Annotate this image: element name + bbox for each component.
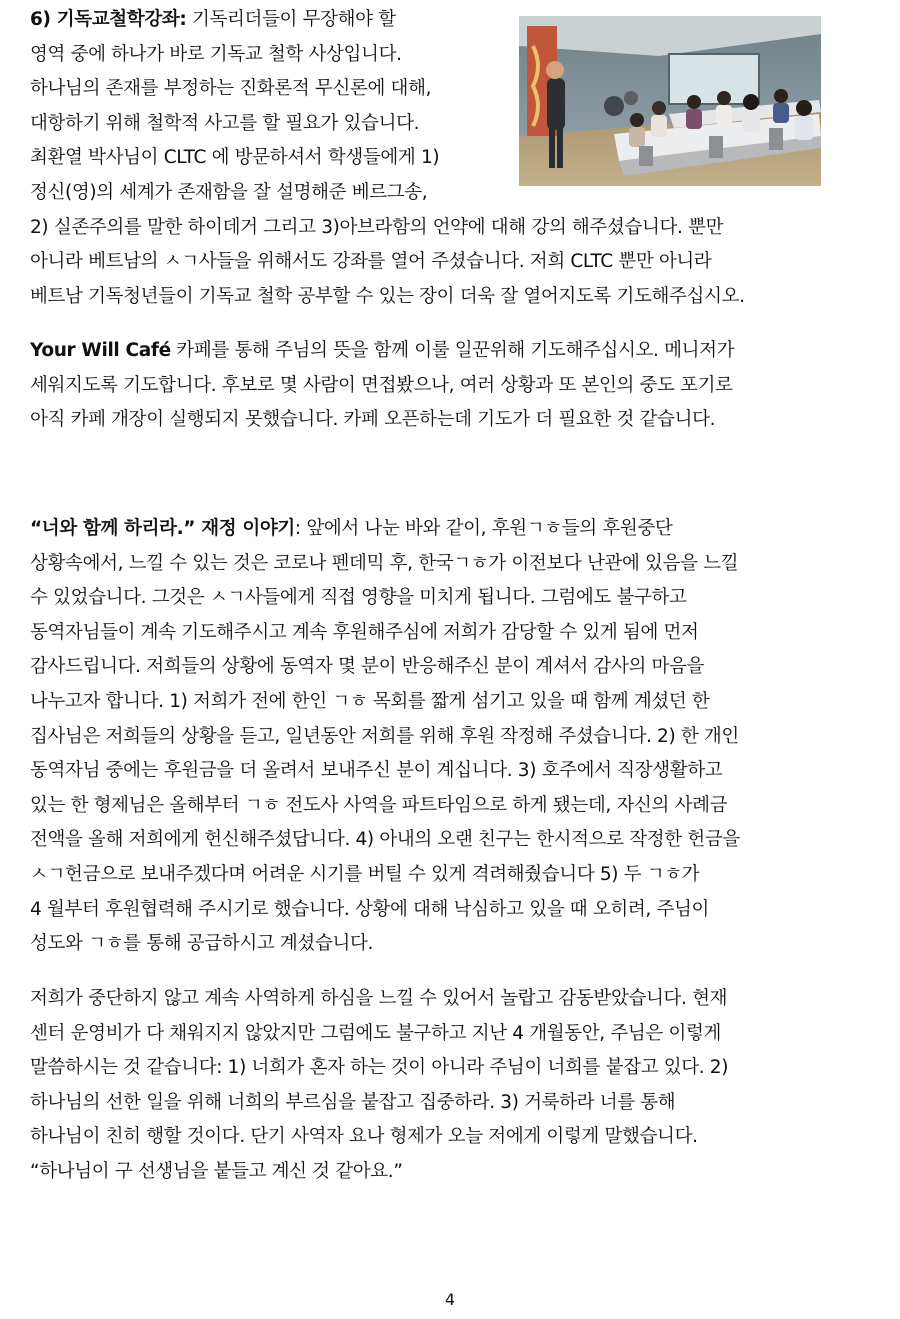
text-line: 감사드립니다. 저희들의 상황에 동역자 몇 분이 반응해주신 분이 계셔서 감사의 마음을 <box>30 656 705 678</box>
section-cafe <box>30 334 865 438</box>
section-philosophy-lecture <box>30 3 865 314</box>
section-finance-story <box>30 512 865 962</box>
text-line: 최환열 박사님이 CLTC 에 방문하셔서 학생들에게 1) <box>30 147 440 169</box>
text-line: 베트남 기독청년들이 기독교 철학 공부할 수 있는 장이 더욱 잘 열어지도록 기도해주십시오. <box>30 285 745 307</box>
text-line: 상황속에서, 느낄 수 있는 것은 코로나 펜데믹 후, 한국ㄱㅎ가 이전보다 난관에 있음을 느낄 <box>30 552 739 574</box>
text-line: 말씀하시는 것 같습니다: 1) 너희가 혼자 하는 것이 아니라 주님이 너희를 붙잡고 있다. 2) <box>30 1057 729 1079</box>
text-line: 대항하기 위해 철학적 사고를 할 필요가 있습니다. <box>30 112 420 134</box>
text-line: 기독리더들이 무장해야 할 <box>186 9 396 30</box>
text-line: 하나님의 존재를 부정하는 진화론적 무신론에 대해, <box>30 78 432 100</box>
section-closing <box>30 982 865 1190</box>
text-line: 4 월부터 후원협력해 주시기로 했습니다. 상황에 대해 낙심하고 있을 때 오히려, 주님이 <box>30 898 710 920</box>
text-line: 수 있었습니다. 그것은 ㅅㄱ사들에게 직접 영향을 미치게 됩니다. 그럼에도 불구하고 <box>30 587 687 609</box>
text-line: 하나님의 선한 일을 위해 너희의 부르심을 붙잡고 집중하라. 3) 거룩하라 너를 통해 <box>30 1091 676 1113</box>
text-line: 나누고자 합니다. 1) 저희가 전에 한인 ㄱㅎ 목회를 짧게 섬기고 있을 때 함께 계셨던 한 <box>30 690 710 712</box>
section-philosophy-heading: 6) 기독교철학강좌: <box>30 9 187 30</box>
text-line: 세워지도록 기도합니다. 후보로 몇 사람이 면접봤으나, 여러 상황과 또 본인의 중도 포기로 <box>30 374 733 396</box>
text-line: 아니라 베트남의 ㅅㄱ사들을 위해서도 강좌를 열어 주셨습니다. 저희 CLTC 뿐만 아니라 <box>30 251 712 273</box>
text-line: 영역 중에 하나가 바로 기독교 철학 사상입니다. <box>30 43 402 65</box>
text-line: 카페를 통해 주님의 뜻을 함께 이룰 일꾼위해 기도해주십시오. 메니저가 <box>170 340 735 361</box>
section-cafe-heading: Your Will Café <box>30 340 171 361</box>
text-line: 하나님이 친히 행할 것이다. 단기 사역자 요나 형제가 오늘 저에게 이렇게 말했습니다. <box>30 1126 698 1148</box>
text-line: 정신(영)의 세계가 존재함을 잘 설명해준 베르그송, <box>30 181 428 203</box>
text-line: 동역자님들이 계속 기도해주시고 계속 후원해주심에 저희가 감당할 수 있게 됨에 먼저 <box>30 621 699 643</box>
section-finance-heading: “너와 함께 하리라.” 재정 이야기 <box>30 518 295 539</box>
text-line: 성도와 ㄱㅎ를 통해 공급하시고 계셨습니다. <box>30 933 374 955</box>
text-line: 동역자님 중에는 후원금을 더 올려서 보내주신 분이 계십니다. 3) 호주에서 직장생활하고 <box>30 760 723 782</box>
text-line: 저희가 중단하지 않고 계속 사역하게 하심을 느낄 수 있어서 놀랍고 감동받았습니다. 현재 <box>30 988 728 1009</box>
text-line: 전액을 올해 저희에게 헌신해주셨답니다. 4) 아내의 오랜 친구는 한시적으로 작정한 헌금을 <box>30 829 740 851</box>
text-line: : 앞에서 나눈 바와 같이, 후원ㄱㅎ들의 후원중단 <box>294 518 673 539</box>
text-line: 아직 카페 개장이 실행되지 못했습니다. 카페 오픈하는데 기도가 더 필요한 것 같습니다. <box>30 409 716 431</box>
page-number: 4 <box>444 1290 456 1309</box>
text-line: “하나님이 구 선생님을 붙들고 계신 것 같아요.” <box>30 1160 403 1182</box>
text-line: 2) 실존주의를 말한 하이데거 그리고 3)아브라함의 언약에 대해 강의 해주셨습니다. 뿐만 <box>30 216 724 238</box>
text-line: ㅅㄱ헌금으로 보내주겠다며 어려운 시기를 버틸 수 있게 격려해줬습니다 5) 두 ㄱㅎ가 <box>30 863 700 885</box>
text-line: 있는 한 형제님은 올해부터 ㄱㅎ 전도사 사역을 파트타임으로 하게 됐는데, 자신의 사례금 <box>30 794 728 816</box>
text-line: 센터 운영비가 다 채워지지 않았지만 그럼에도 불구하고 지난 4 개월동안, 주님은 이렇게 <box>30 1022 722 1044</box>
text-line: 집사님은 저희들의 상황을 듣고, 일년동안 저희를 위해 후원 작정해 주셨습니다. 2) 한 개인 <box>30 725 739 747</box>
